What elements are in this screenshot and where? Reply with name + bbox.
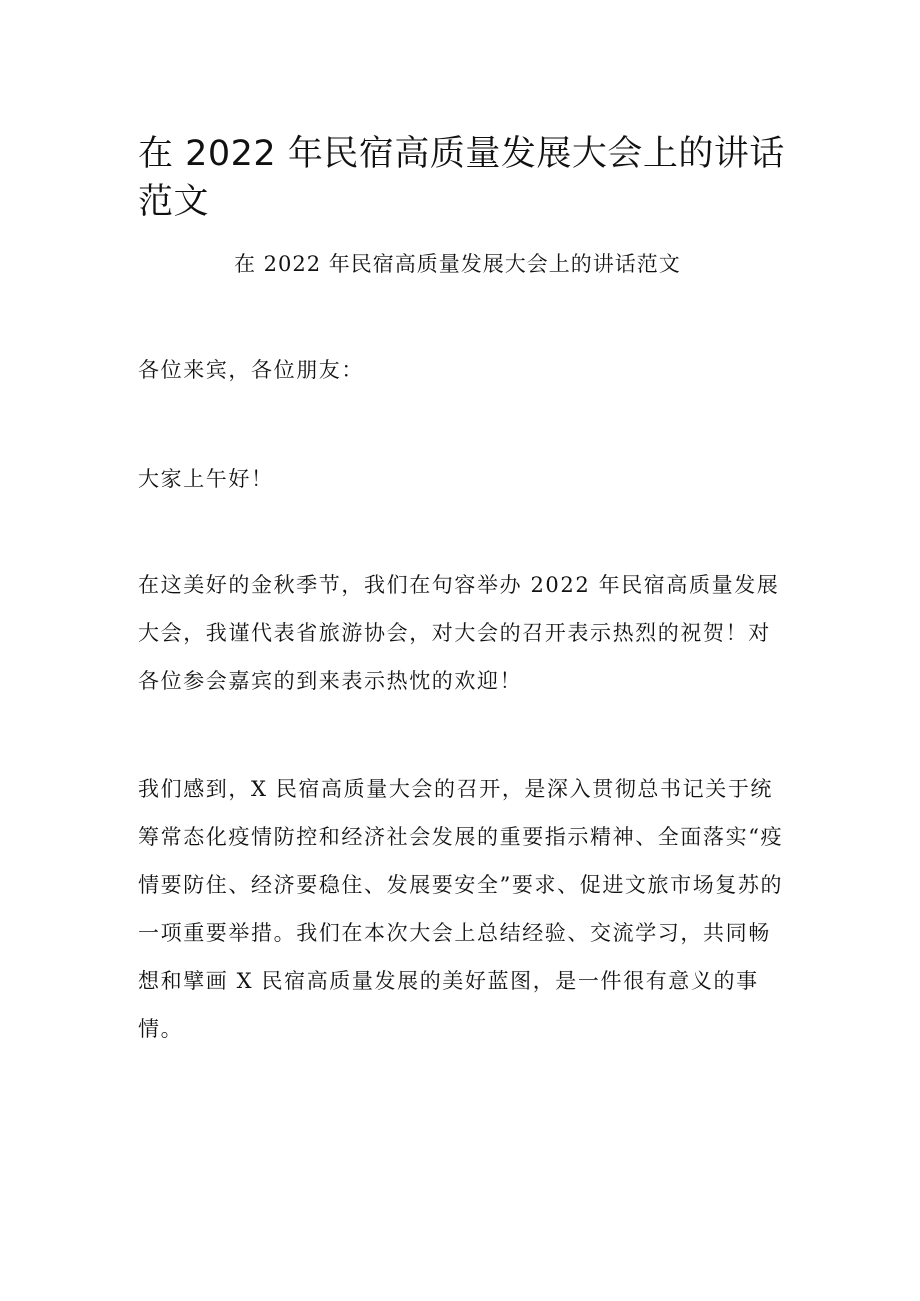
- document-subtitle: 在 2022 年民宿高质量发展大会上的讲话范文: [234, 252, 681, 276]
- paragraph-hello: 大家上午好！: [138, 467, 274, 491]
- document-title: 在 2022 年民宿高质量发展大会上的讲话范文: [138, 134, 785, 222]
- paragraph-greeting: 各位来宾，各位朋友：: [138, 358, 364, 382]
- paragraph-opening: 在这美好的金秋季节，我们在句容举办 2022 年民宿高质量发展大会，我谨代表省旅游协会，对大会的召开表示热烈的祝贺！对各位参会嘉宾的到来表示热忱的欢迎！: [138, 573, 780, 693]
- paragraph-significance: 我们感到，X 民宿高质量大会的召开，是深入贯彻总书记关于统筹常态化疫情防控和经济社会发展的重要指示精神、全面落实“疫情要防住、经济要稳住、发展要安全”要求、促进文旅市场复苏的一项重要举措。我们在本次大会上总结经验、交流学习，共同畅想和擘画 X 民宿高质量发展的美好蓝图，是一件很有意义的事情。: [138, 777, 784, 1041]
